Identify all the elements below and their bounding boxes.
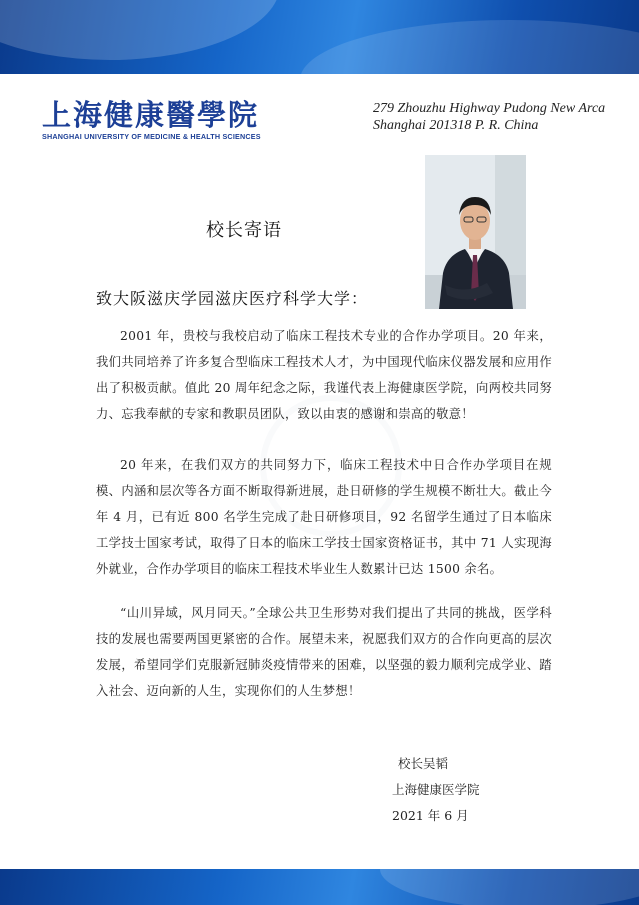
letter-salutation: 致大阪滋庆学园滋庆医疗科学大学：: [96, 289, 369, 308]
signature-organization: 上海健康医学院: [392, 782, 480, 797]
signature-name: 校长吴韬: [398, 756, 449, 771]
address-block: [373, 100, 605, 134]
footer-band: [0, 869, 639, 905]
signature-date: 2021 年 6 月: [392, 808, 469, 823]
portrait-illustration: [425, 155, 526, 309]
letter-paragraph-2: 20 年来，在我们双方的共同努力下，临床工程技术中日合作办学项目在规模、内涵和层次等各方面不断取得新进展，赴日研修的学生规模不断壮大。截止今年 4 月，已有近 800 名学生完成了赴日研修项目，92 名留学生通过了日本临床工学技士国家考试，取得了日本的临床工学技士国家资格证书，其中 71 人实现海外就业，合作办学项目的临床工程技术毕业生人数累计已达 1500 余名。: [96, 458, 552, 576]
letter-title: 校长寄语: [206, 220, 282, 241]
president-photo: [425, 155, 526, 309]
letter-paragraph-1: 2001 年，贵校与我校启动了临床工程技术专业的合作办学项目。20 年来，我们共同培养了许多复合型临床工程技术人才，为中国现代临床仪器发展和应用作出了积极贡献。值此 20 周年纪念之际，我谨代表上海健康医学院，向两校共同努力、忘我奉献的专家和教职员团队，致以由衷的感谢和崇高的敬意！: [96, 329, 552, 421]
address-line-2: Shanghai 201318 P. R. China: [373, 118, 539, 133]
header-band: [0, 0, 639, 74]
university-logo: [42, 98, 261, 141]
band-sheen: [380, 869, 639, 905]
logo-english-name: SHANGHAI UNIVERSITY OF MEDICINE & HEALTH SCIENCES: [42, 132, 261, 141]
letter-paragraph-3: “山川异域，风月同天。”全球公共卫生形势对我们提出了共同的挑战，医学科技的发展也需要两国更紧密的合作。展望未来，祝愿我们双方的合作向更高的层次发展，希望同学们克服新冠肺炎疫情带来的困难，以坚强的毅力顺利完成学业、踏入社会、迈向新的人生，实现你们的人生梦想！: [96, 606, 552, 698]
band-sheen: [300, 20, 639, 74]
logo-chinese-name: 上海健康醫學院: [42, 98, 260, 132]
band-sheen: [0, 0, 280, 60]
address-line-1: 279 Zhouzhu Highway Pudong New Arca: [373, 101, 606, 116]
